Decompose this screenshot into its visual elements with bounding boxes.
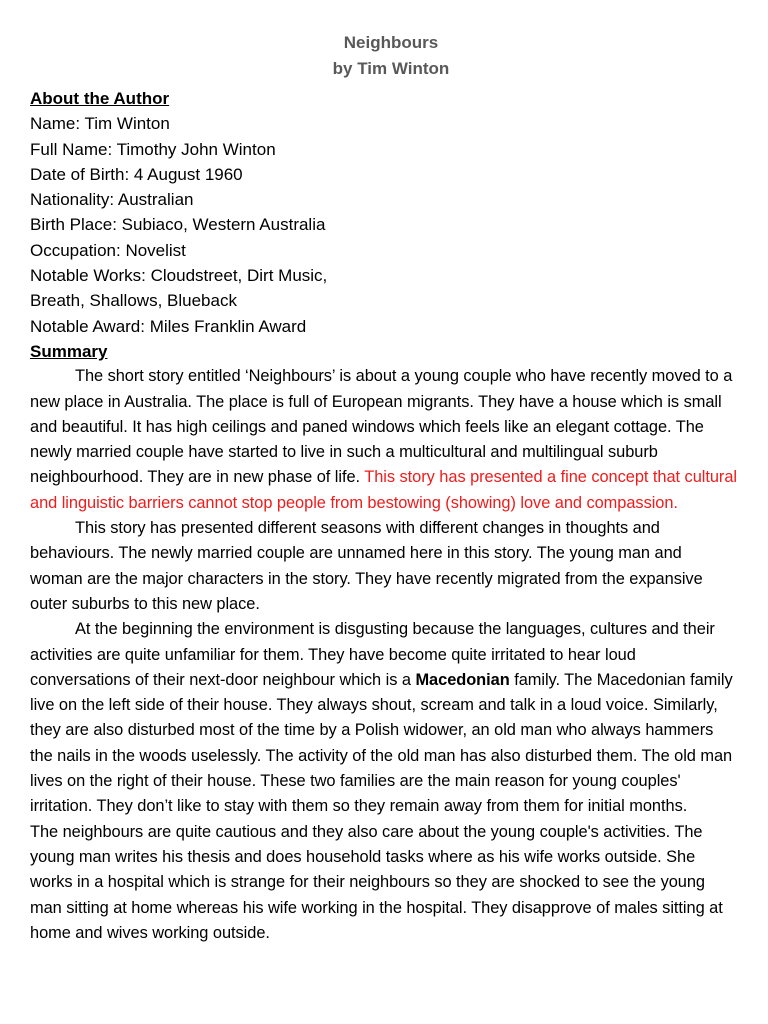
summary-paragraph-1-text: The short story entitled ‘Neighbours’ is about a young couple who have recently moved to a new place in Australia. The place is full of European migrants. They have a house which is small and beautiful. It has high ceilings and paned windows which feels like an elegant cottage. The newly married couple have started to live in such a multicultural and multilingual suburb neighbourhood. They are in new phase of life. [30,367,733,487]
author-nationality-line: Nationality: Australian [30,190,194,210]
summary-paragraph-1 [30,364,738,516]
document-title: Neighbours [343,33,439,52]
author-notable-works-continued-line: Breath, Shallows, Blueback [30,291,237,311]
summary-highlight-text: This story has presented a fine concept that cultural and linguistic barriers cannot stop people from bestowing (showing) love and compassion. [30,468,737,512]
macedonian-bold-text: Macedonian [415,670,510,689]
author-info-list [30,111,738,339]
summary-paragraph-3 [30,617,738,819]
summary-paragraph-3-text-start: At the beginning the environment is disgusting because the languages, cultures and their activities are quite unfamiliar for them. They have become quite irritated to hear loud conversations of their next-door neighbour which is a [30,620,715,689]
summary-paragraph-4: The neighbours are quite cautious and they also care about the young couple's activities. The young man writes his thesis and does household tasks where as his wife works outside. She works in a hospital which is strange for their neighbours so they are shocked to see the young man sitting at home whereas his wife working in the hospital. They disapprove of males sitting at home and wives working outside. [30,822,723,942]
author-occupation-line: Occupation: Novelist [30,240,186,260]
author-name-line: Name: Tim Winton [30,114,170,134]
author-notable-works-line: Notable Works: Cloudstreet, Dirt Music, [30,266,328,286]
summary-heading: Summary [30,341,108,361]
document-byline: by Tim Winton [332,59,450,78]
author-birth-place-line: Birth Place: Subiaco, Western Australia [30,215,326,235]
author-full-name-line: Full Name: Timothy John Winton [30,139,276,159]
author-award-line: Notable Award: Miles Franklin Award [30,316,307,336]
summary-paragraph-3-text-end: family. The Macedonian family live on the left side of their house. They always shout, scream and talk in a loud voice. Similarly, they are also disturbed most of the time by a Polish widower, an old man who always hammers the nails in the woods uselessly. The activity of the old man has also disturbed them. The old man lives on the right of their house. These two families are the main reason for young couples' irritation. They don’t like to stay with them so they remain away from them for initial months. [30,670,733,816]
author-birth-date-line: Date of Birth: 4 August 1960 [30,164,243,184]
title-block [30,30,738,82]
summary-paragraph-2: This story has presented different seasons with different changes in thoughts and behaviours. The newly married couple are unnamed here in this story. The young man and woman are the major characters in the story. They have recently migrated from the expansive outer suburbs to this new place. [30,519,703,613]
about-author-heading: About the Author [30,89,170,108]
